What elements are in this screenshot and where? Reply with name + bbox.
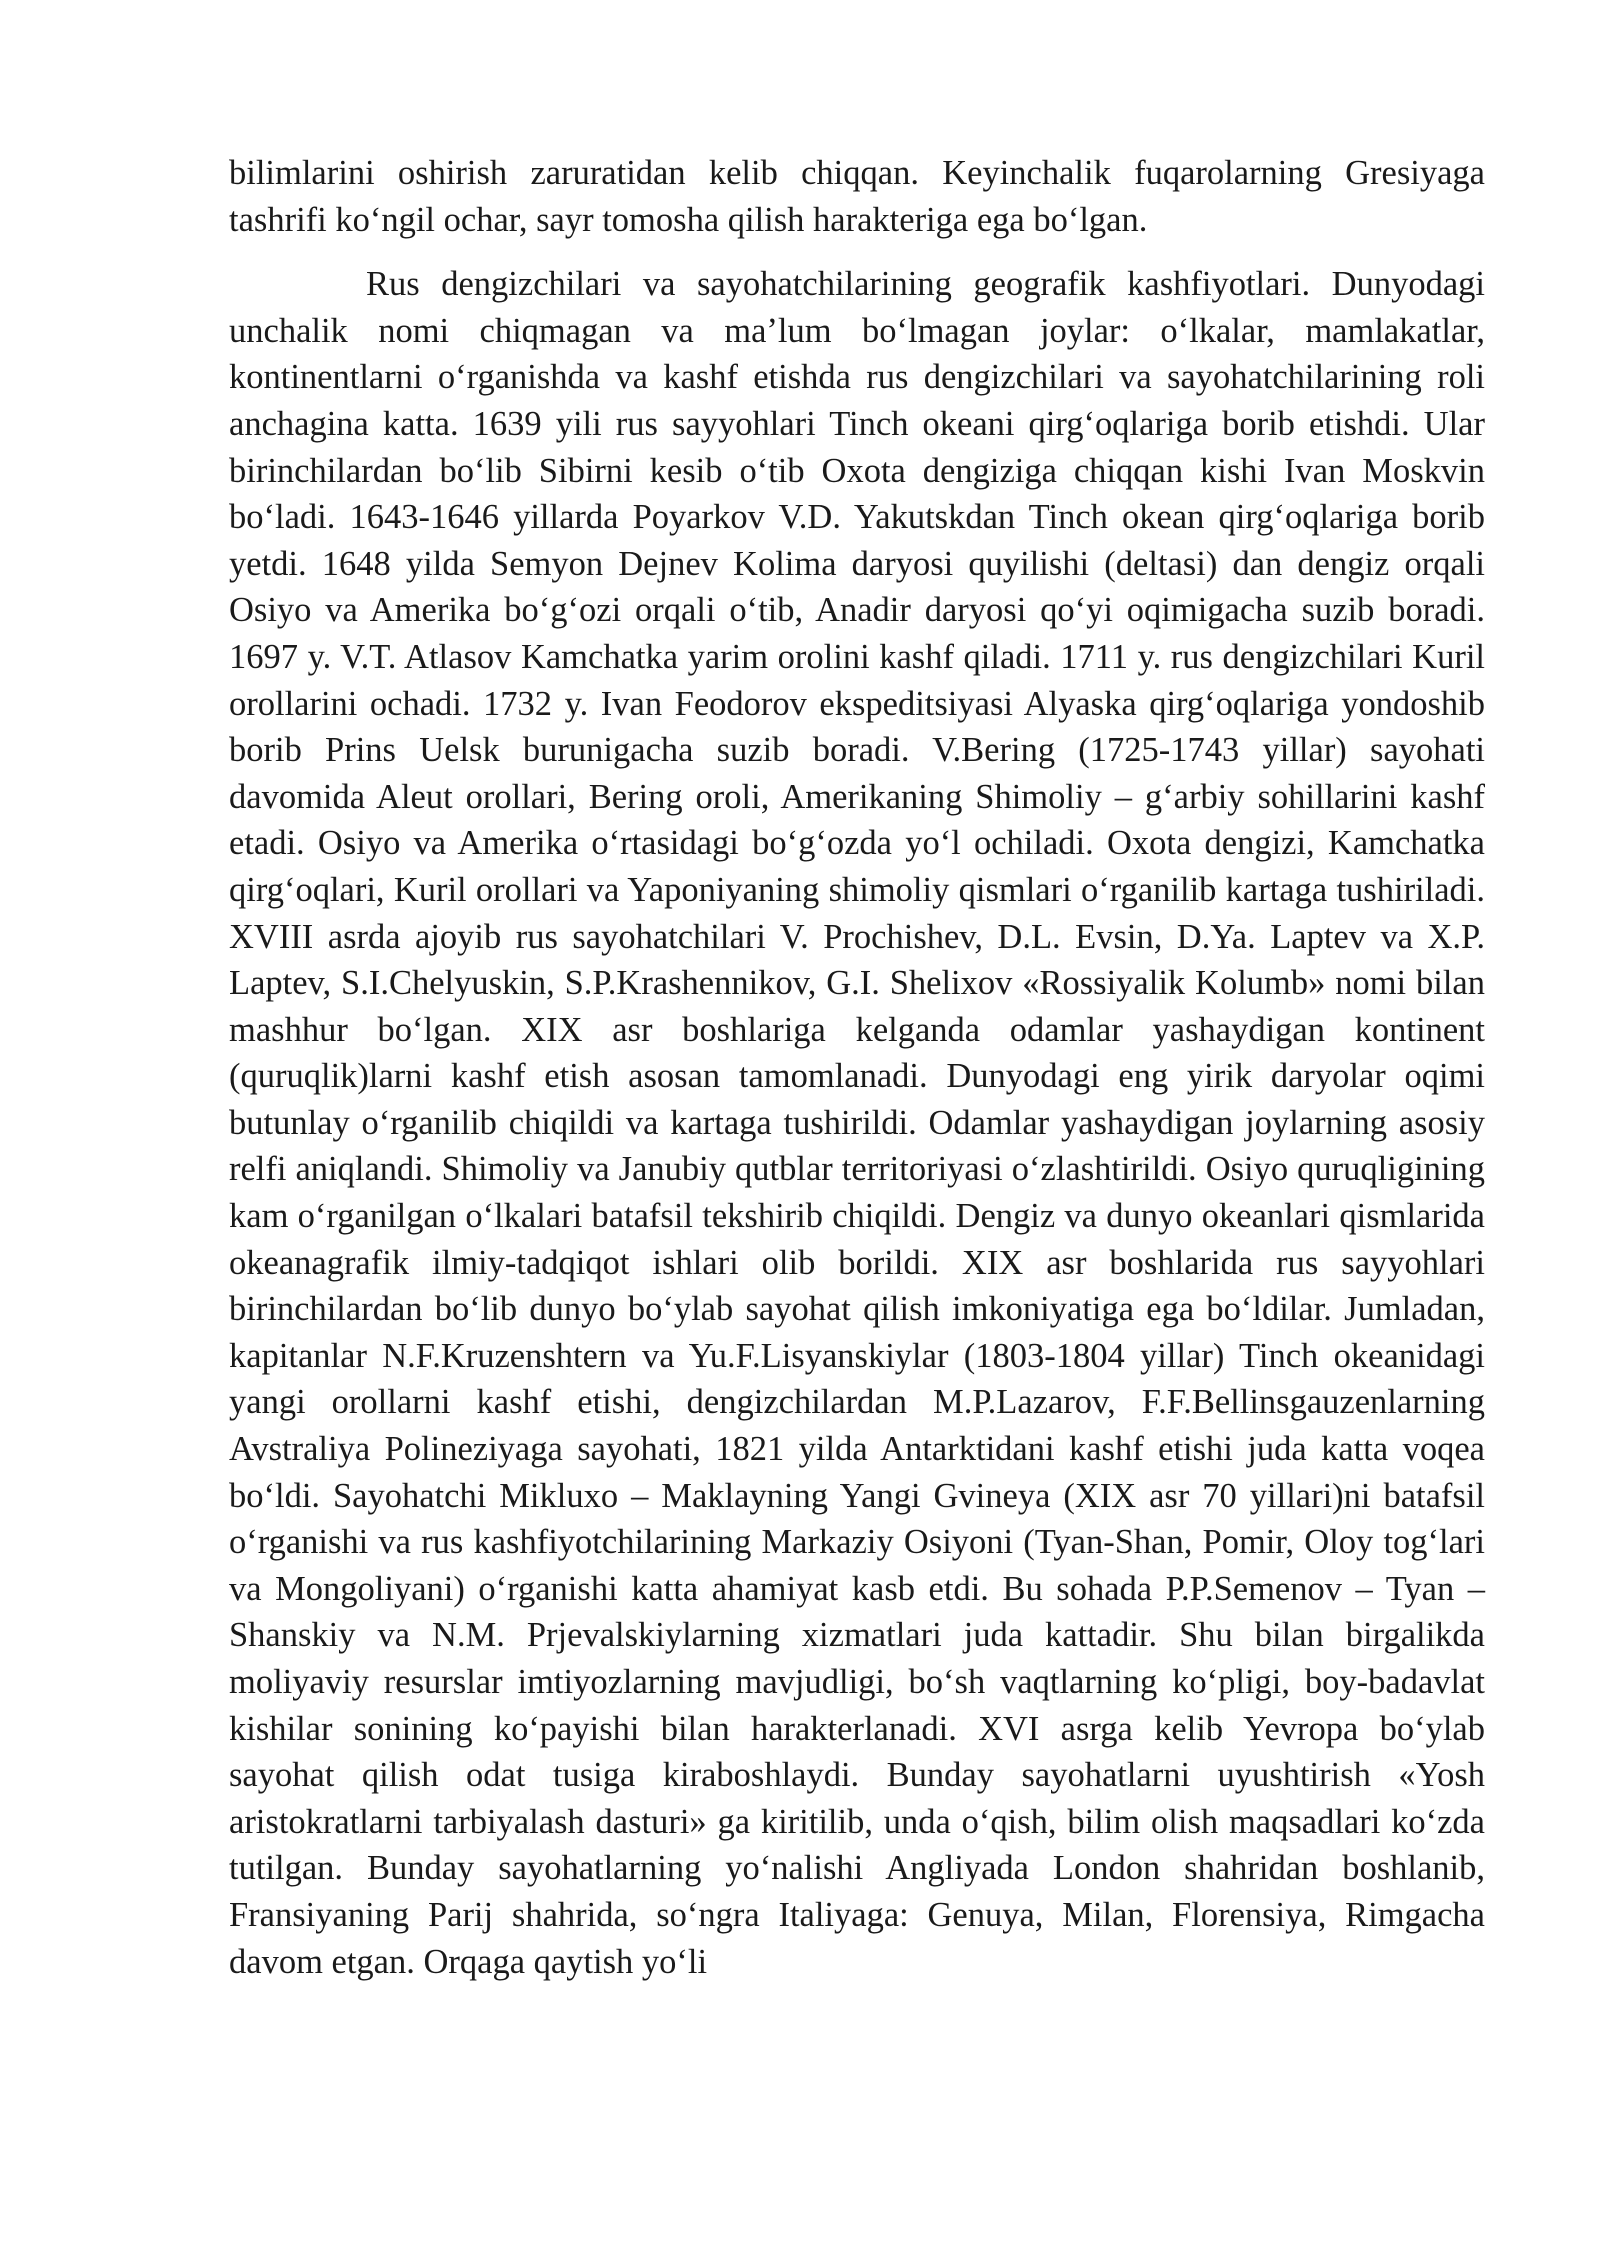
paragraph-geographic-discoveries: Rus dengizchilari va sayohatchilarining geografik kashfiyotlari. Dunyodagi unchalik nomi chiqmagan va maʼlum boʻlmagan joylar: oʻlkalar, mamlakatlar, kontinentlarni oʻrganishda va kashf etishda rus dengizchilari va sayohatchilarining roli anchagina katta. 1639 yili rus sayyohlari Tinch okeani qirgʻoqlariga borib etishdi. Ular birinchilardan boʻlib Sibirni kesib oʻtib Oxota dengiziga chiqqan kishi Ivan Moskvin boʻladi. 1643-1646 yillarda Poyarkov V.D. Yakutskdan Tinch okean qirgʻoqlariga borib yetdi. 1648 yilda Semyon Dejnev Kolima daryosi quyilishi (deltasi) dan dengiz orqali Osiyo va Amerika boʻgʻozi orqali oʻtib, Anadir daryosi qoʻyi oqimigacha suzib boradi. 1697 y. V.T. Atlasov Kamchatka yarim orolini kashf qiladi. 1711 y. rus dengizchilari Kuril orollarini ochadi. 1732 y. Ivan Feodorov ekspeditsiyasi Alyaska qirgʻoqlariga yondoshib borib Prins Uelsk burunigacha suzib boradi. V.Bering (1725-1743 yillar) sayohati davomida Aleut orollari, Bering oroli, Amerikaning Shimoliy – gʻarbiy sohillarini kashf etadi. Osiyo va Amerika oʻrtasidagi boʻgʻozda yoʻl ochiladi. Oxota dengizi, Kamchatka qirgʻoqlari, Kuril orollari va Yaponiyaning shimoliy qismlari oʻrganilib kartaga tushiriladi. XVIII asrda ajoyib rus sayohatchilari V. Prochishev, D.L. Evsin, D.Ya. Laptev va X.P. Laptev, S.I.Chelyuskin, S.P.Krashennikov, G.I. Shelixov «Rossiyalik Kolumb» nomi bilan mashhur boʻlgan. XIX asr boshlariga kelganda odamlar yashaydigan kontinent (quruqlik)larni kashf etish asosan tamomlanadi. Dunyodagi eng yirik daryolar oqimi butunlay oʻrganilib chiqildi va kartaga tushirildi. Odamlar yashaydigan joylarning asosiy relfi aniqlandi. Shimoliy va Janubiy qutblar territoriyasi oʻzlashtirildi. Osiyo quruqligining kam oʻrganilgan oʻlkalari batafsil tekshirib chiqildi. Dengiz va dunyo okeanlari qismlarida okeanagrafik ilmiy-tadqiqot ishlari olib borildi. XIX asr boshlarida rus sayyohlari birinchilardan boʻlib dunyo boʻylab sayohat qilish imkoniyatiga ega boʻldilar. Jumladan, kapitanlar N.F.Kruzenshtern va Yu.F.Lisyanskiylar (1803-1804 yillar) Tinch okeanidagi yangi orollarni kashf etishi, dengizchilardan M.P.Lazarov, F.F.Bellinsgauzenlarning Avstraliya Polineziyaga sayohati, 1821 yilda Antarktidani kashf etishi juda katta voqea boʻldi. Sayohatchi Mikluxo – Maklayning Yangi Gvineya (XIX asr 70 yillari)ni batafsil oʻrganishi va rus kashfiyotchilarining Markaziy Osiyoni (Tyan-Shan, Pomir, Oloy togʻlari va Mongoliyani) oʻrganishi katta ahamiyat kasb etdi. Bu sohada P.P.Semenov – Tyan – Shanskiy va N.M. Prjevalskiylarning xizmatlari juda kattadir. Shu bilan birgalikda moliyaviy resurslar imtiyozlarning mavjudligi, boʻsh vaqtlarning koʻpligi, boy-badavlat kishilar sonining koʻpayishi bilan harakterlanadi. XVI asrga kelib Yevropa boʻylab sayohat qilish odat tusiga kiraboshlaydi. Bunday sayohatlarni uyushtirish «Yosh aristokratlarni tarbiyalash dasturi» ga kiritilib, unda oʻqish, bilim olish maqsadlari koʻzda tutilgan. Bunday sayohatlarning yoʻnalishi Angliyada London shahridan boshlanib, Fransiyaning Parij shahrida, soʻngra Italiyaga: Genuya, Milan, Florensiya, Rimgacha davom etgan. Orqaga qaytish yoʻli — [229, 265, 1485, 1981]
paragraph-continuation: bilimlarini oshirish zaruratidan kelib chiqqan. Keyinchalik fuqarolarning Gresiyaga tashrifi koʻngil ochar, sayr tomosha qilish harakteriga ega boʻlgan. — [229, 154, 1485, 239]
document-page — [229, 150, 1485, 1985]
